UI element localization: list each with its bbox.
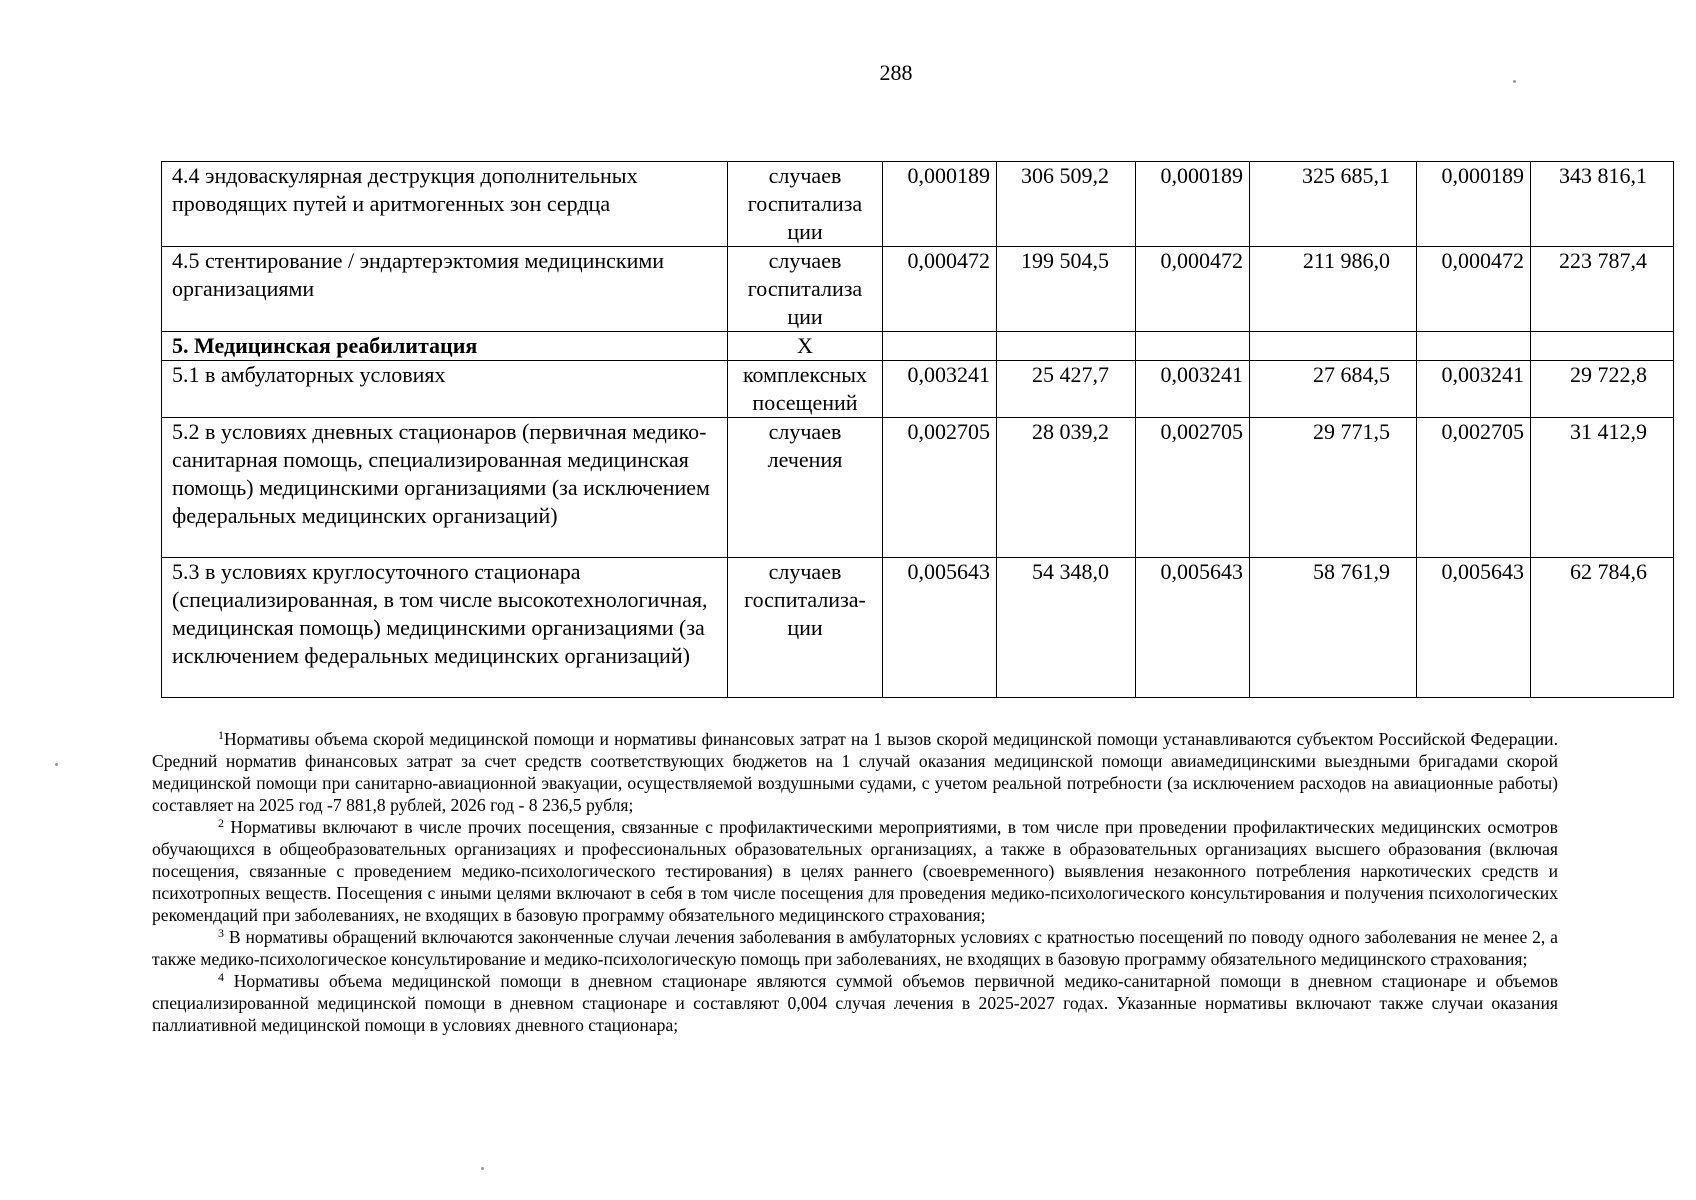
row-name-cell: 4.5 стентирование / эндартерэктомия медицинскими организациями (162, 247, 728, 332)
volume-2026-cell: 0,000189 (1136, 162, 1250, 247)
footnote-text: Нормативы включают в числе прочих посещения, связанные с профилактическими мероприятиями, в том числе при проведении профилактических медицинских осмотров обучающихся в общеобразовательных организациях и профессиональных образовательных организациях, а также в образовательных организациях высшего образования (включая посещения, связанные с проведением медико-психологического тестирования) в целях раннего (своевременного) выявления незаконного потребления наркотических средств и психотропных веществ. Посещения с иными целями включают в себя в том числе посещения для проведения медико-психологического консультирования и получения психологических рекомендаций при заболеваниях, не входящих в базовую программу обязательного медицинского страхования; (152, 817, 1558, 925)
table-row (162, 247, 1674, 332)
footnote-mark: 4 (218, 970, 224, 984)
cost-2025-cell (997, 332, 1136, 361)
scan-speck (55, 763, 58, 766)
cost-2027-cell: 343 816,1 (1531, 162, 1674, 247)
footnote-text: В нормативы обращений включаются законченные случаи лечения заболевания в амбулаторных условиях с кратностью посещений по поводу одного заболевания не менее 2, а также медико-психологическое консультирование и медико-психологическую помощь при заболеваниях, не входящих в базовую программу обязательного медицинского страхования; (152, 927, 1558, 969)
cost-2027-cell (1531, 332, 1674, 361)
footnote-mark: 2 (218, 816, 224, 830)
volume-2026-cell: 0,003241 (1136, 361, 1250, 418)
cost-2027-cell: 223 787,4 (1531, 247, 1674, 332)
footnote-3 (152, 926, 1558, 970)
page-number: 288 (879, 60, 913, 85)
unit-cell: Х (728, 332, 883, 361)
volume-2025-cell: 0,002705 (883, 418, 997, 558)
volume-2027-cell: 0,000189 (1417, 162, 1531, 247)
table-row (162, 361, 1674, 418)
cost-2026-cell: 325 685,1 (1250, 162, 1417, 247)
row-name-cell: 4.4 эндоваскулярная деструкция дополнительных проводящих путей и аритмогенных зон сердца (162, 162, 728, 247)
table-row (162, 558, 1674, 698)
table-row (162, 418, 1674, 558)
volume-2025-cell: 0,000472 (883, 247, 997, 332)
row-name-cell: 5.2 в условиях дневных стационаров (первичная медико-санитарная помощь, специализированная медицинская помощь) медицинскими организациями (за исключением федеральных медицинских организаций) (162, 418, 728, 558)
cost-2026-cell (1250, 332, 1417, 361)
cost-2026-cell: 211 986,0 (1250, 247, 1417, 332)
cost-2025-cell: 25 427,7 (997, 361, 1136, 418)
scan-speck (481, 1167, 484, 1170)
volume-2027-cell: 0,003241 (1417, 361, 1531, 418)
cost-2025-cell: 306 509,2 (997, 162, 1136, 247)
unit-cell: комплексных посещений (728, 361, 883, 418)
volume-2027-cell: 0,000472 (1417, 247, 1531, 332)
unit-cell: случаев госпитализа ции (728, 162, 883, 247)
row-name-cell: 5.1 в амбулаторных условиях (162, 361, 728, 418)
footnotes (152, 728, 1558, 1036)
volume-2025-cell: 0,000189 (883, 162, 997, 247)
footnote-1 (152, 728, 1558, 816)
norms-table-body (162, 162, 1674, 698)
cost-2025-cell: 28 039,2 (997, 418, 1136, 558)
volume-2027-cell: 0,005643 (1417, 558, 1531, 698)
volume-2025-cell: 0,005643 (883, 558, 997, 698)
footnote-4 (152, 970, 1558, 1036)
cost-2026-cell: 27 684,5 (1250, 361, 1417, 418)
volume-2025-cell: 0,003241 (883, 361, 997, 418)
unit-cell: случаев госпитализа ции (728, 247, 883, 332)
table-row (162, 162, 1674, 247)
volume-2026-cell: 0,002705 (1136, 418, 1250, 558)
cost-2027-cell: 29 722,8 (1531, 361, 1674, 418)
row-name-cell: 5.3 в условиях круглосуточного стационара (специализированная, в том числе высокотехнологичная, медицинская помощь) медицинскими организациями (за исключением федеральных медицинских организаций) (162, 558, 728, 698)
cost-2026-cell: 58 761,9 (1250, 558, 1417, 698)
volume-2026-cell: 0,000472 (1136, 247, 1250, 332)
volume-2026-cell: 0,005643 (1136, 558, 1250, 698)
footnote-text: Нормативы объема скорой медицинской помощи и нормативы финансовых затрат на 1 вызов скорой медицинской помощи устанавливаются субъектом Российской Федерации. Средний норматив финансовых затрат за счет средств соответствующих бюджетов на 1 случай оказания медицинской помощи авиамедицинскими выездными бригадами скорой медицинской помощи при санитарно-авиационной эвакуации, осуществляемой воздушными судами, с учетом реальной потребности (за исключением расходов на авиационные работы) составляет на 2025 год -7 881,8 рублей, 2026 год - 8 236,5 рубля; (152, 729, 1558, 815)
table-row (162, 332, 1674, 361)
cost-2025-cell: 199 504,5 (997, 247, 1136, 332)
volume-2027-cell (1417, 332, 1531, 361)
volume-2025-cell (883, 332, 997, 361)
volume-2026-cell (1136, 332, 1250, 361)
unit-cell: случаев лечения (728, 418, 883, 558)
footnote-mark: 3 (218, 926, 224, 940)
footnote-mark: 1 (218, 728, 224, 742)
cost-2027-cell: 62 784,6 (1531, 558, 1674, 698)
scan-speck (1513, 80, 1516, 83)
cost-2026-cell: 29 771,5 (1250, 418, 1417, 558)
norms-table (161, 161, 1674, 698)
cost-2025-cell: 54 348,0 (997, 558, 1136, 698)
row-name-cell: 5. Медицинская реабилитация (162, 332, 728, 361)
footnote-2 (152, 816, 1558, 926)
unit-cell: случаев госпитализа- ции (728, 558, 883, 698)
cost-2027-cell: 31 412,9 (1531, 418, 1674, 558)
footnote-text: Нормативы объема медицинской помощи в дневном стационаре являются суммой объемов первичной медико-санитарной помощи в дневном стационаре и объемов специализированной медицинской помощи в дневном стационаре и составляют 0,004 случая лечения в 2025-2027 годах. Указанные нормативы включают также случаи оказания паллиативной медицинской помощи в условиях дневного стационара; (152, 971, 1559, 1035)
volume-2027-cell: 0,002705 (1417, 418, 1531, 558)
